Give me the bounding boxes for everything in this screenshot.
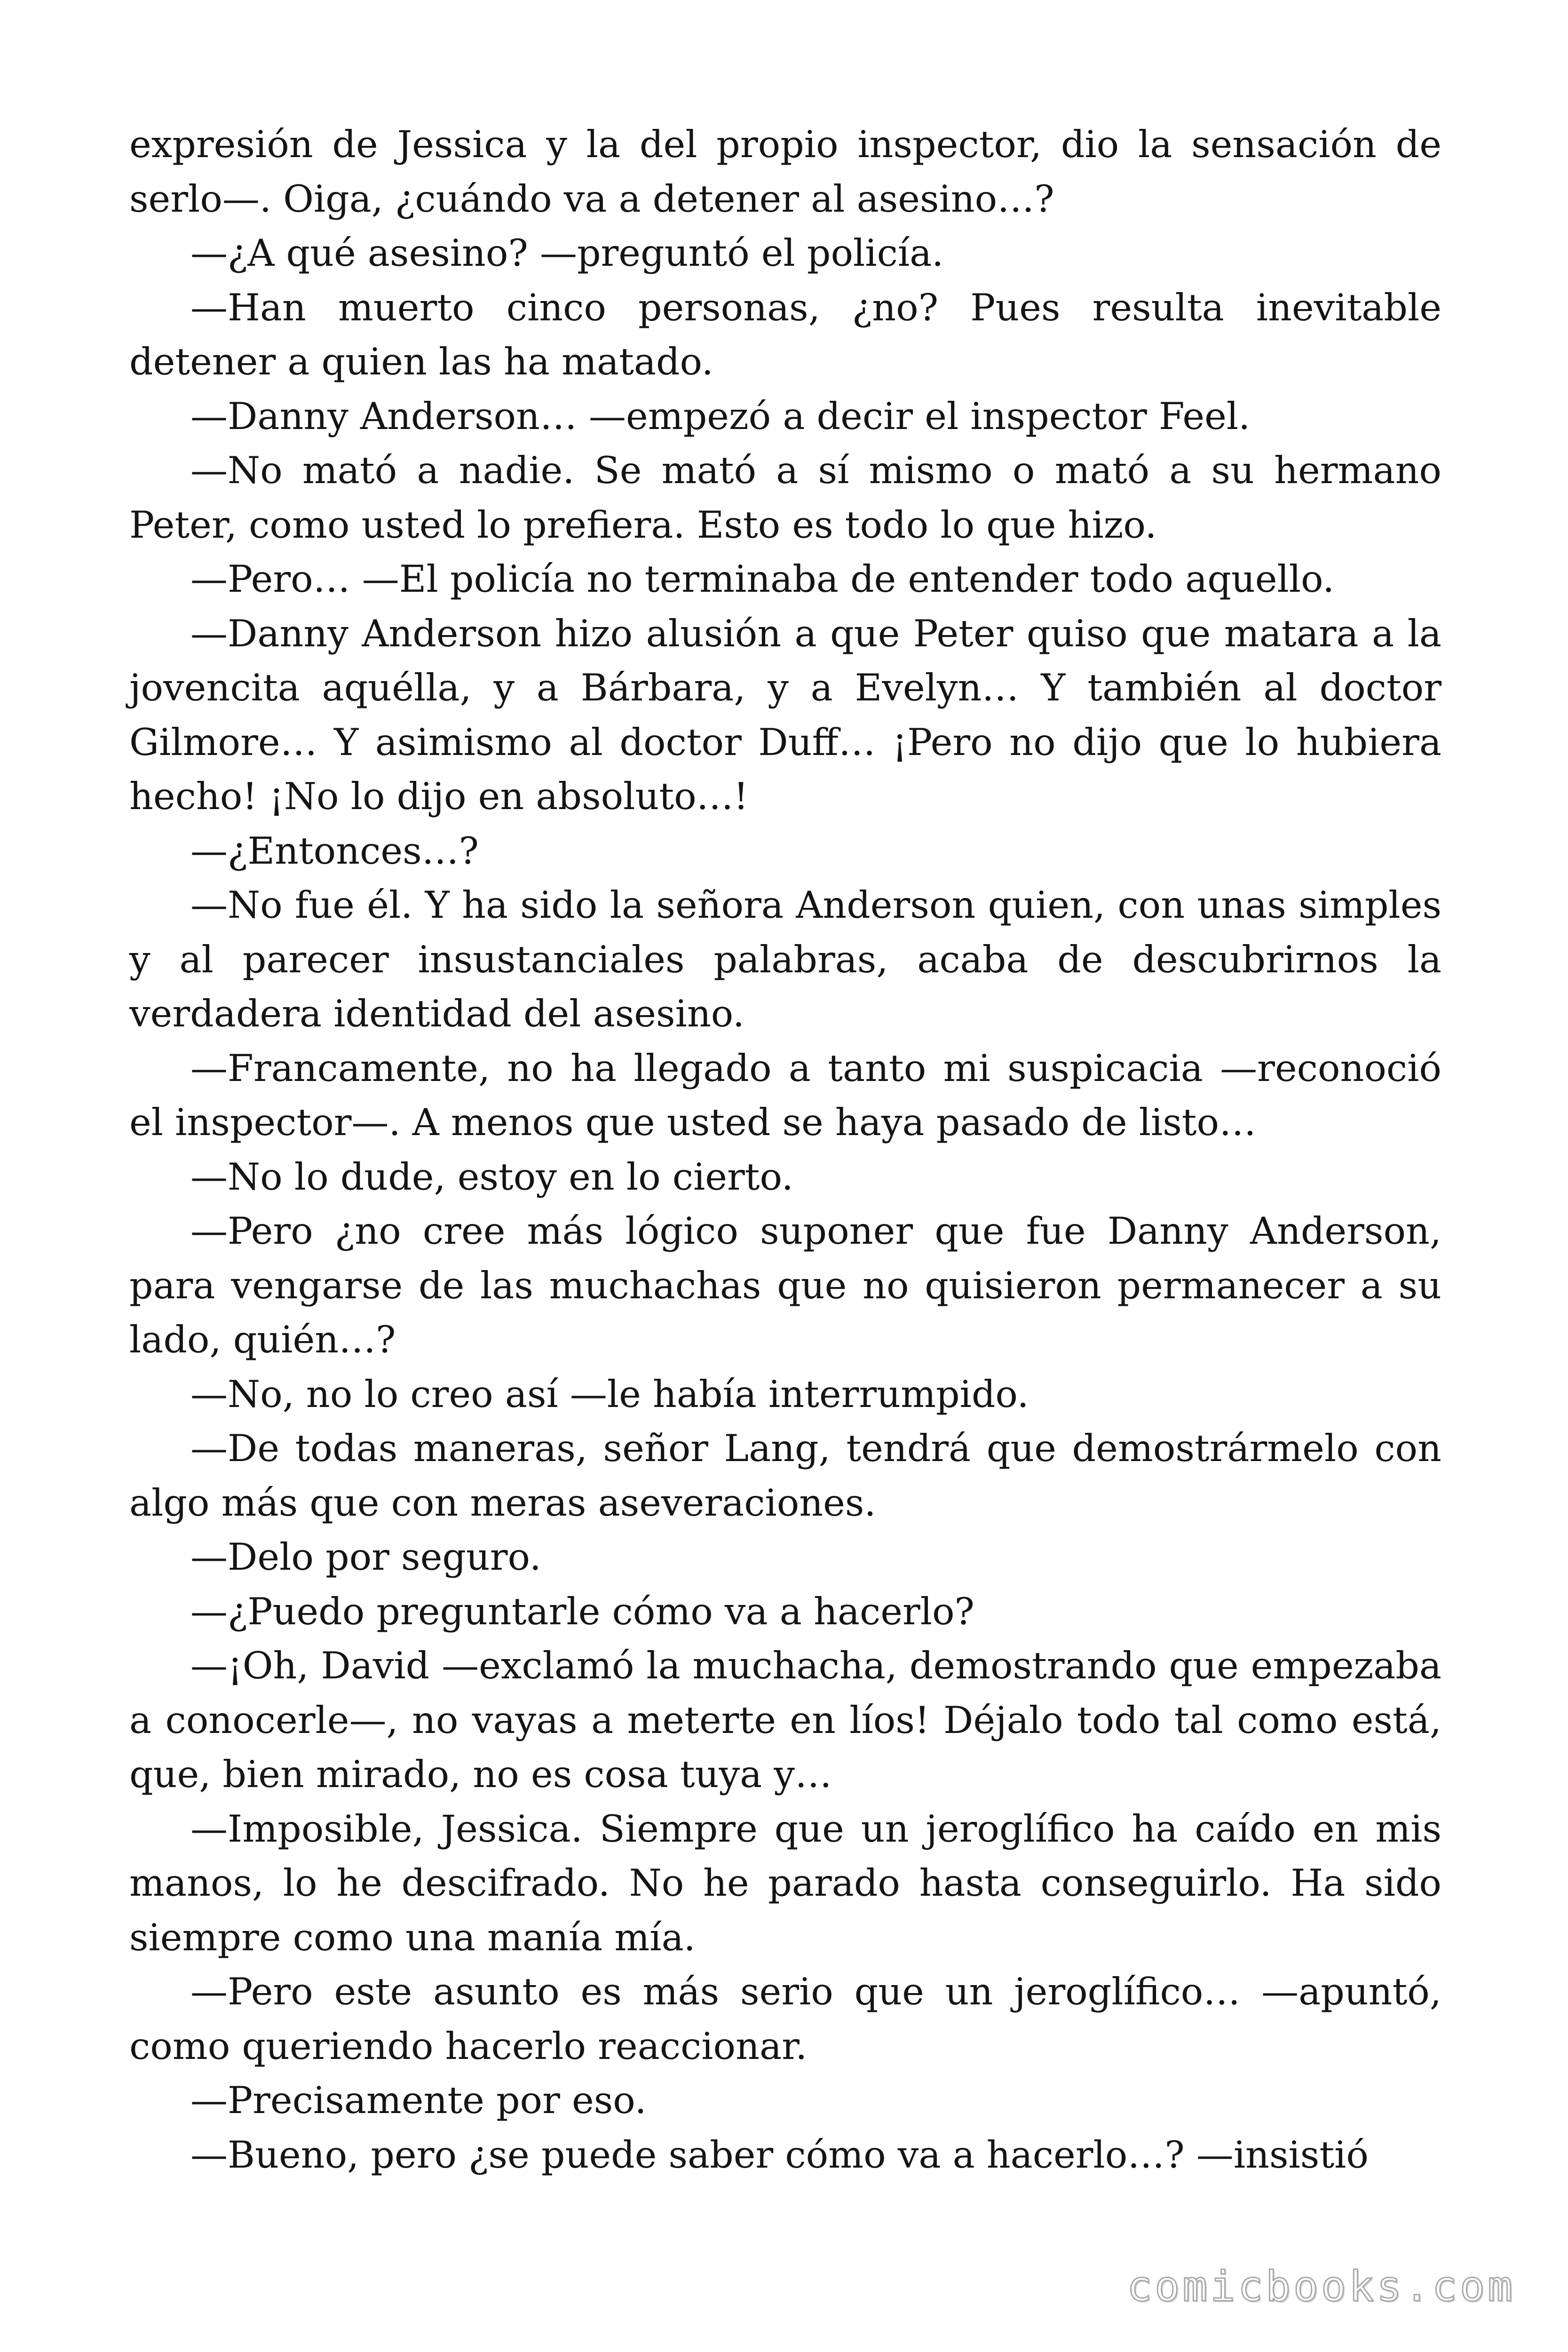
body-text xyxy=(129,118,1441,2182)
paragraph: —Han muerto cinco personas, ¿no? Pues resulta inevitable detener a quien las ha matado. xyxy=(129,286,1441,383)
paragraph: —Pero… —El policía no terminaba de entender todo aquello. xyxy=(190,557,1335,601)
paragraph: —No fue él. Y ha sido la señora Anderson quien, con unas simples y al parecer insustanciales palabras, acaba de descubrirnos la verdadera identidad del asesino. xyxy=(129,883,1441,1035)
paragraph: —Pero este asunto es más serio que un jeroglífico… —apuntó, como queriendo hacerlo reaccionar. xyxy=(129,1970,1441,2068)
paragraph: —¡Oh, David —exclamó la muchacha, demostrando que empezaba a conocerle—, no vayas a meterte en líos! Déjalo todo tal como está, que, bien mirado, no es cosa tuya y… xyxy=(129,1644,1441,1796)
paragraph: —No mató a nadie. Se mató a sí mismo o mató a su hermano Peter, como usted lo prefiera. Esto es todo lo que hizo. xyxy=(129,449,1441,547)
paragraph: —Danny Anderson hizo alusión a que Peter quiso que matara a la jovencita aquélla, y a Bárbara, y a Evelyn… Y también al doctor Gilmore… Y asimismo al doctor Duff… ¡Pero no dijo que lo hubiera hecho! ¡No lo dijo en absoluto…! xyxy=(129,612,1441,818)
paragraph: —No, no lo creo así —le había interrumpido. xyxy=(190,1372,1029,1416)
paragraph: —¿Puedo preguntarle cómo va a hacerlo? xyxy=(190,1589,974,1633)
paragraph: —¿Entonces…? xyxy=(190,829,479,873)
paragraph: —De todas maneras, señor Lang, tendrá que demostrármelo con algo más que con meras aseveraciones. xyxy=(129,1427,1441,1525)
paragraph: —Bueno, pero ¿se puede saber cómo va a hacerlo…? —insistió xyxy=(190,2133,1369,2177)
paragraph: —Imposible, Jessica. Siempre que un jeroglífico ha caído en mis manos, lo he descifrado. No he parado hasta conseguirlo. Ha sido siempre como una manía mía. xyxy=(129,1807,1441,1959)
paragraph: —¿A qué asesino? —preguntó el policía. xyxy=(190,231,944,275)
paragraph: —Francamente, no ha llegado a tanto mi suspicacia —reconoció el inspector—. A menos que usted se haya pasado de listo… xyxy=(129,1046,1441,1144)
paragraph: —Pero ¿no cree más lógico suponer que fue Danny Anderson, para vengarse de las muchachas que no quisieron permanecer a su lado, quién…? xyxy=(129,1209,1441,1361)
watermark-logo: comicbooks.com xyxy=(1127,2262,1515,2311)
paragraph: expresión de Jessica y la del propio inspector, dio la sensación de serlo—. Oiga, ¿cuándo va a detener al asesino…? xyxy=(129,123,1441,221)
paragraph: —Danny Anderson… —empezó a decir el inspector Feel. xyxy=(190,394,1251,438)
paragraph: —Precisamente por eso. xyxy=(190,2079,647,2122)
paragraph: —No lo dude, estoy en lo cierto. xyxy=(190,1155,793,1199)
paragraph: —Delo por seguro. xyxy=(190,1535,541,1579)
